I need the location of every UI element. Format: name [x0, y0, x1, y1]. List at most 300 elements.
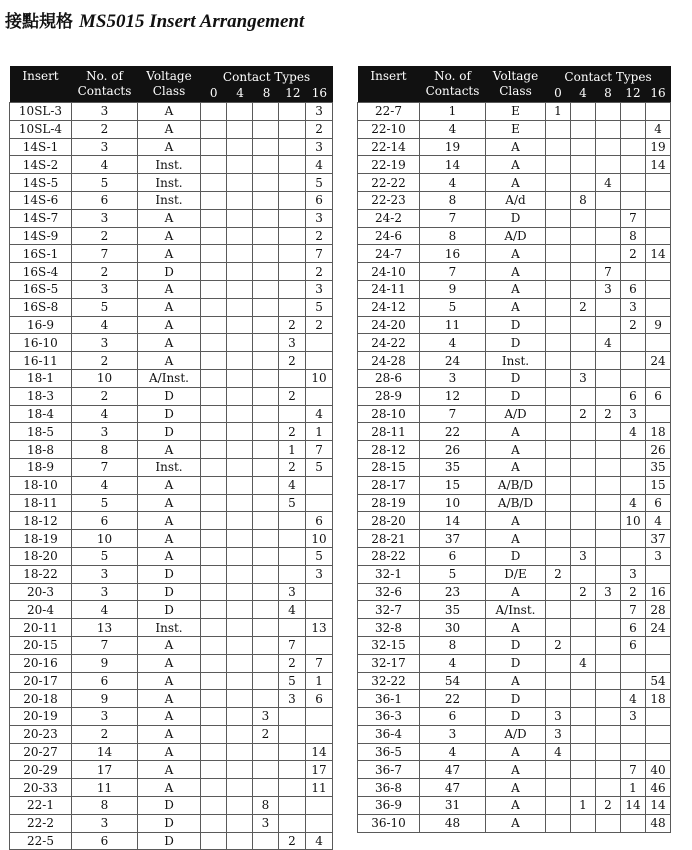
cell-type-8	[253, 636, 279, 654]
cell-contacts: 8	[420, 227, 486, 245]
table-row	[358, 387, 671, 405]
cell-contacts: 4	[72, 156, 138, 174]
cell-type-0	[201, 690, 227, 708]
cell-type-8	[596, 245, 621, 263]
cell-type-16: 6	[306, 191, 333, 209]
cell-type-16: 5	[306, 547, 333, 565]
cell-voltage: A	[138, 779, 201, 797]
cell-type-12: 5	[279, 672, 306, 690]
cell-type-16: 9	[646, 316, 671, 334]
cell-type-4	[227, 725, 253, 743]
cell-insert: 14S-2	[10, 156, 72, 174]
table-row	[358, 423, 671, 441]
cell-type-8	[253, 387, 279, 405]
cell-type-12	[279, 761, 306, 779]
cell-type-16: 7	[306, 441, 333, 459]
cell-insert: 18-19	[10, 530, 72, 548]
cell-voltage: A	[486, 423, 546, 441]
cell-type-0	[546, 245, 571, 263]
cell-voltage: A	[138, 494, 201, 512]
table-row	[358, 583, 671, 601]
cell-contacts: 30	[420, 619, 486, 637]
cell-type-8	[253, 120, 279, 138]
cell-voltage: A	[138, 530, 201, 548]
cell-insert: 14S-7	[10, 209, 72, 227]
cell-type-4	[227, 245, 253, 263]
table-row	[10, 779, 333, 797]
table-row	[358, 156, 671, 174]
cell-type-12: 3	[621, 708, 646, 726]
cell-type-12: 3	[279, 583, 306, 601]
cell-type-16	[306, 725, 333, 743]
cell-voltage: A	[138, 654, 201, 672]
cell-type-12: 4	[621, 423, 646, 441]
cell-contacts: 2	[72, 387, 138, 405]
cell-type-0	[546, 672, 571, 690]
cell-contacts: 47	[420, 761, 486, 779]
cell-type-16	[646, 280, 671, 298]
cell-type-16: 3	[306, 138, 333, 156]
cell-type-12	[621, 743, 646, 761]
cell-insert: 16S-5	[10, 280, 72, 298]
cell-voltage: D	[486, 369, 546, 387]
cell-type-12: 2	[279, 458, 306, 476]
table-row	[10, 458, 333, 476]
cell-voltage: A	[486, 672, 546, 690]
cell-contacts: 3	[72, 423, 138, 441]
cell-insert: 20-17	[10, 672, 72, 690]
cell-type-0	[201, 369, 227, 387]
cell-type-0	[201, 494, 227, 512]
cell-contacts: 6	[72, 191, 138, 209]
table-row	[358, 245, 671, 263]
cell-type-4	[571, 708, 596, 726]
cell-voltage: Inst.	[138, 619, 201, 637]
cell-voltage: A	[486, 245, 546, 263]
cell-contacts: 10	[72, 530, 138, 548]
cell-insert: 24-12	[358, 298, 420, 316]
cell-contacts: 15	[420, 476, 486, 494]
cell-type-8	[596, 530, 621, 548]
cell-type-8	[596, 725, 621, 743]
cell-type-8	[596, 565, 621, 583]
cell-contacts: 54	[420, 672, 486, 690]
cell-type-16: 6	[646, 387, 671, 405]
cell-contacts: 10	[72, 369, 138, 387]
cell-insert: 18-4	[10, 405, 72, 423]
cell-type-12	[621, 672, 646, 690]
table-row	[358, 779, 671, 797]
cell-type-4	[227, 209, 253, 227]
cell-type-4	[227, 779, 253, 797]
cell-type-12	[279, 209, 306, 227]
cell-type-8	[253, 441, 279, 459]
cell-type-4	[571, 423, 596, 441]
cell-type-12: 6	[621, 636, 646, 654]
cell-type-12: 8	[621, 227, 646, 245]
cell-type-4	[227, 405, 253, 423]
header-insert: Insert	[10, 66, 72, 103]
cell-type-0	[546, 138, 571, 156]
cell-insert: 20-3	[10, 583, 72, 601]
cell-voltage: D	[486, 547, 546, 565]
cell-type-8	[596, 316, 621, 334]
cell-type-8	[596, 636, 621, 654]
table-row	[10, 654, 333, 672]
cell-type-0	[201, 405, 227, 423]
cell-type-8	[596, 227, 621, 245]
type-label: 4	[579, 86, 587, 100]
cell-type-16	[646, 405, 671, 423]
table-row	[10, 334, 333, 352]
cell-type-0	[201, 227, 227, 245]
cell-type-12	[279, 191, 306, 209]
cell-type-8	[596, 441, 621, 459]
cell-contacts: 14	[72, 743, 138, 761]
cell-voltage: A	[486, 298, 546, 316]
cell-contacts: 7	[72, 458, 138, 476]
cell-type-0	[201, 280, 227, 298]
cell-insert: 16S-1	[10, 245, 72, 263]
cell-type-16: 14	[646, 245, 671, 263]
cell-type-4	[227, 280, 253, 298]
cell-type-8	[253, 619, 279, 637]
table-row	[10, 209, 333, 227]
cell-type-0: 3	[546, 708, 571, 726]
table-header	[358, 66, 671, 103]
cell-contacts: 14	[420, 156, 486, 174]
cell-type-8	[253, 832, 279, 850]
cell-contacts: 1	[420, 103, 486, 121]
table-row	[358, 369, 671, 387]
cell-type-12	[621, 814, 646, 832]
cell-insert: 22-14	[358, 138, 420, 156]
cell-voltage: A	[138, 298, 201, 316]
cell-type-0	[201, 814, 227, 832]
cell-voltage: A	[486, 814, 546, 832]
cell-type-8	[596, 103, 621, 121]
cell-type-4	[227, 814, 253, 832]
cell-insert: 18-9	[10, 458, 72, 476]
cell-type-12	[279, 103, 306, 121]
table-row	[358, 280, 671, 298]
cell-voltage: A	[486, 743, 546, 761]
cell-type-0	[546, 352, 571, 370]
cell-type-12	[621, 441, 646, 459]
cell-type-16: 4	[646, 120, 671, 138]
cell-type-16	[306, 601, 333, 619]
cell-insert: 14S-1	[10, 138, 72, 156]
cell-type-16: 14	[646, 797, 671, 815]
cell-type-0	[201, 138, 227, 156]
cell-type-0	[201, 387, 227, 405]
cell-type-8	[253, 654, 279, 672]
cell-type-0	[201, 103, 227, 121]
cell-type-4	[227, 583, 253, 601]
cell-type-12	[279, 619, 306, 637]
table-row	[358, 690, 671, 708]
cell-insert: 18-5	[10, 423, 72, 441]
cell-type-0	[201, 423, 227, 441]
table-row	[10, 636, 333, 654]
cell-voltage: A	[138, 103, 201, 121]
cell-type-8	[596, 156, 621, 174]
cell-type-4: 4	[571, 654, 596, 672]
cell-type-16: 18	[646, 690, 671, 708]
cell-voltage: A/d	[486, 191, 546, 209]
cell-type-16: 4	[306, 832, 333, 850]
cell-insert: 20-33	[10, 779, 72, 797]
cell-type-4	[227, 547, 253, 565]
cell-insert: 16-9	[10, 316, 72, 334]
table-row	[10, 120, 333, 138]
title-english: MS5015 Insert Arrangement	[79, 11, 305, 32]
cell-insert: 32-6	[358, 583, 420, 601]
cell-type-12: 2	[279, 352, 306, 370]
cell-voltage: A/D	[486, 405, 546, 423]
cell-type-0	[201, 334, 227, 352]
cell-type-4	[571, 334, 596, 352]
cell-contacts: 35	[420, 601, 486, 619]
cell-type-16: 16	[646, 583, 671, 601]
cell-type-12	[621, 174, 646, 192]
cell-contacts: 47	[420, 779, 486, 797]
cell-type-8	[253, 494, 279, 512]
cell-type-16: 10	[306, 530, 333, 548]
cell-type-8: 7	[596, 263, 621, 281]
cell-type-0	[546, 387, 571, 405]
cell-type-0	[546, 156, 571, 174]
cell-insert: 20-19	[10, 708, 72, 726]
cell-type-8	[253, 547, 279, 565]
cell-type-0	[546, 619, 571, 637]
cell-type-8	[596, 672, 621, 690]
cell-type-8: 2	[596, 797, 621, 815]
cell-type-0	[201, 120, 227, 138]
cell-type-4	[571, 458, 596, 476]
cell-contacts: 4	[420, 743, 486, 761]
cell-type-4: 3	[571, 547, 596, 565]
cell-type-0	[201, 263, 227, 281]
cell-voltage: A	[486, 761, 546, 779]
cell-voltage: A	[138, 334, 201, 352]
cell-type-4	[571, 761, 596, 779]
cell-voltage: Inst.	[138, 191, 201, 209]
table-row	[358, 103, 671, 121]
page-title	[5, 8, 304, 36]
cell-contacts: 48	[420, 814, 486, 832]
cell-type-0	[546, 797, 571, 815]
table-row	[358, 138, 671, 156]
cell-contacts: 9	[420, 280, 486, 298]
cell-type-4	[571, 245, 596, 263]
table-row	[358, 797, 671, 815]
cell-type-16: 19	[646, 138, 671, 156]
table-row	[10, 547, 333, 565]
table-row	[10, 263, 333, 281]
cell-type-0: 2	[546, 636, 571, 654]
cell-insert: 22-5	[10, 832, 72, 850]
cell-voltage: A	[138, 209, 201, 227]
table-row	[10, 743, 333, 761]
cell-voltage: D	[138, 601, 201, 619]
cell-insert: 18-22	[10, 565, 72, 583]
cell-voltage: A	[486, 174, 546, 192]
header-voltage: Voltage Class	[486, 66, 546, 103]
cell-type-0	[201, 512, 227, 530]
cell-contacts: 5	[72, 298, 138, 316]
cell-type-8: 4	[596, 174, 621, 192]
cell-voltage: E	[486, 103, 546, 121]
cell-type-16: 40	[646, 761, 671, 779]
cell-type-4	[227, 298, 253, 316]
cell-type-12: 5	[279, 494, 306, 512]
cell-contacts: 4	[72, 405, 138, 423]
cell-type-0	[546, 547, 571, 565]
cell-voltage: A	[486, 458, 546, 476]
cell-type-4	[227, 263, 253, 281]
cell-type-12: 1	[279, 441, 306, 459]
cell-insert: 22-7	[358, 103, 420, 121]
cell-contacts: 19	[420, 138, 486, 156]
cell-type-16: 6	[646, 494, 671, 512]
table-row	[10, 761, 333, 779]
cell-type-8	[596, 209, 621, 227]
cell-voltage: D	[138, 797, 201, 815]
cell-type-0	[201, 458, 227, 476]
cell-insert: 14S-6	[10, 191, 72, 209]
cell-contacts: 4	[72, 601, 138, 619]
cell-type-16	[646, 209, 671, 227]
cell-type-4	[227, 530, 253, 548]
cell-type-0	[201, 209, 227, 227]
cell-type-16: 54	[646, 672, 671, 690]
cell-type-4	[227, 832, 253, 850]
cell-type-16: 14	[646, 156, 671, 174]
cell-type-12	[279, 369, 306, 387]
cell-type-0	[201, 797, 227, 815]
cell-type-16: 3	[306, 565, 333, 583]
cell-voltage: A/Inst.	[486, 601, 546, 619]
cell-type-4	[571, 120, 596, 138]
cell-contacts: 3	[72, 583, 138, 601]
cell-type-4	[227, 601, 253, 619]
cell-contacts: 2	[72, 263, 138, 281]
table-row	[358, 494, 671, 512]
cell-voltage: D	[138, 832, 201, 850]
cell-type-12: 3	[621, 405, 646, 423]
cell-type-8: 3	[253, 814, 279, 832]
cell-type-8	[596, 369, 621, 387]
cell-insert: 18-8	[10, 441, 72, 459]
cell-type-0	[201, 174, 227, 192]
cell-insert: 18-1	[10, 369, 72, 387]
cell-type-12: 6	[621, 387, 646, 405]
cell-voltage: A	[138, 690, 201, 708]
cell-type-16: 4	[306, 156, 333, 174]
cell-contacts: 4	[420, 654, 486, 672]
cell-contacts: 6	[420, 547, 486, 565]
cell-type-12: 4	[621, 690, 646, 708]
table-body	[10, 103, 333, 850]
cell-type-4	[227, 458, 253, 476]
cell-type-0	[546, 174, 571, 192]
cell-type-12: 7	[279, 636, 306, 654]
cell-type-0	[546, 209, 571, 227]
cell-type-4	[227, 761, 253, 779]
cell-voltage: A	[486, 619, 546, 637]
cell-insert: 36-1	[358, 690, 420, 708]
cell-insert: 16-11	[10, 352, 72, 370]
table-row	[10, 441, 333, 459]
table-row	[358, 672, 671, 690]
cell-type-8	[253, 191, 279, 209]
cell-insert: 24-22	[358, 334, 420, 352]
cell-type-12: 2	[279, 316, 306, 334]
table-row	[358, 263, 671, 281]
cell-type-12: 3	[621, 298, 646, 316]
cell-type-8	[596, 298, 621, 316]
table-row	[10, 690, 333, 708]
cell-insert: 36-4	[358, 725, 420, 743]
cell-insert: 14S-9	[10, 227, 72, 245]
cell-voltage: A/B/D	[486, 494, 546, 512]
cell-type-8	[253, 352, 279, 370]
cell-type-12: 2	[279, 387, 306, 405]
cell-type-8: 2	[253, 725, 279, 743]
table-row	[10, 103, 333, 121]
cell-voltage: A	[138, 227, 201, 245]
cell-type-16: 3	[306, 209, 333, 227]
table-row	[10, 512, 333, 530]
cell-insert: 20-27	[10, 743, 72, 761]
cell-type-4	[227, 672, 253, 690]
cell-insert: 20-16	[10, 654, 72, 672]
cell-voltage: A	[138, 120, 201, 138]
cell-type-12	[279, 512, 306, 530]
table-row	[10, 708, 333, 726]
cell-type-8	[253, 280, 279, 298]
cell-type-16: 7	[306, 245, 333, 263]
cell-type-12	[621, 369, 646, 387]
table-row	[358, 761, 671, 779]
cell-type-12	[279, 725, 306, 743]
cell-type-8: 3	[596, 280, 621, 298]
cell-type-8: 4	[596, 334, 621, 352]
cell-type-12: 4	[279, 601, 306, 619]
cell-type-0	[546, 512, 571, 530]
cell-type-0	[201, 156, 227, 174]
cell-voltage: A	[138, 512, 201, 530]
cell-type-0	[546, 334, 571, 352]
cell-insert: 24-6	[358, 227, 420, 245]
cell-contacts: 35	[420, 458, 486, 476]
cell-type-8	[253, 369, 279, 387]
cell-voltage: A/B/D	[486, 476, 546, 494]
cell-type-8	[253, 779, 279, 797]
cell-type-16	[646, 103, 671, 121]
cell-type-8	[253, 245, 279, 263]
cell-type-8	[596, 387, 621, 405]
cell-type-12	[621, 156, 646, 174]
cell-voltage: A	[138, 138, 201, 156]
cell-type-0	[546, 298, 571, 316]
header-contacts: No. of Contacts	[72, 66, 138, 103]
cell-type-0	[201, 191, 227, 209]
cell-contacts: 4	[420, 334, 486, 352]
cell-type-12	[279, 298, 306, 316]
table-row	[10, 369, 333, 387]
